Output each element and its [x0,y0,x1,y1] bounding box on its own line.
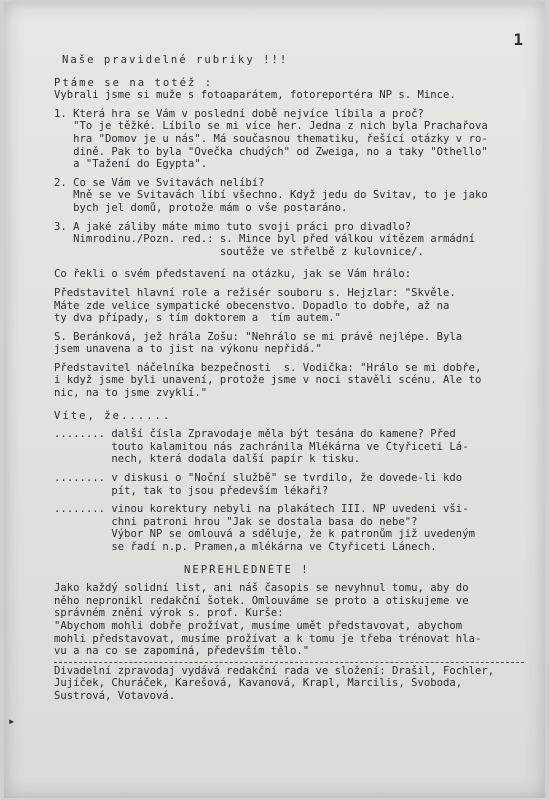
text-line: hra "Domov je u nás". Má současnou thematiku, řešící otázky v ro- [54,132,488,145]
question-1 [54,108,524,171]
text-line: Jako každý solidní list, ani náš časopis se nevyhnul tomu, aby do [54,582,469,595]
text-line: Máte zde velice sympatické obecenstvo. Dopadlo to dobře, až na [54,299,450,312]
page-number-mark: 1 [513,30,523,49]
text-line: a "Tažení do Egypta". [54,158,208,171]
text-line: něho nepronikl redakční šotek. Omlouváme se proto a otiskujeme ve [54,594,469,607]
text-line: dině. Pak to byla "Ovečka chudých" od Zweiga, no a taky "Othello" [54,145,488,158]
text-line: ........ v diskusi o "Noční službě" se tvrdilo, že dovede-li kdo [54,472,463,485]
text-line: ........ vinou korektury nebyli na plakátech III. NP uvedeni vši- [54,503,469,516]
text-line: správném znění výrok s. prof. Kurše: [54,607,284,620]
text-line: S. Beránková, jež hrála Zošu: "Nehrálo se mi právě nejlépe. Byla [54,330,463,343]
text-line: 1. Která hra se Vám v poslední době nejvíce líbila a proč? [54,107,424,120]
text-line: touto kalamitou nás zachránila Mlékárna ve Čtyřiceti Lá- [54,440,469,453]
text-line: 3. A jaké záliby máte mimo tuto svoji práci pro divadlo? [54,220,412,233]
question-3 [54,221,524,259]
text-line: jsem unavena a to jist na výkonu nepřidá." [54,343,322,356]
text-line: Mně se ve Svitavách líbí všechno. Když jedu do Svitav, to je jako [54,189,488,202]
edge-mark: ▸ [8,714,16,728]
section-heading-did-you-know: Víte, že...... [54,409,172,422]
text-line: mohli představovat, musíme prožívat a k tomu je třeba trénovat hla- [54,632,482,645]
text-line: se řadí n.p. Pramen,a mlékárna ve Čtyřiceti Lánech. [54,541,437,553]
text-line: Divadelní zpravodaj vydává redakční rada ve složení: Drašil, Fochler, [54,664,495,677]
footer-credits [54,665,524,703]
text-line: "To je těžké. Líbilo se mi více her. Jedna z nich byla Prachařova [54,120,488,133]
correction-paragraph [54,582,524,658]
text-line: 2. Co se Vám ve Svitavách nelíbí? [54,176,265,189]
did-you-know-item-3 [54,503,524,553]
did-you-know-item-2 [54,472,524,497]
text-line: Nimrodinu./Pozn. red.: s. Mince byl před válkou vítězem armádní [54,233,475,246]
did-you-know-item-1 [54,428,524,466]
section-heading-how-it-played: Co řekli o svém představení na otázku, jak se Vám hrálo: [54,268,412,281]
divider [54,662,524,663]
text-line: pít, tak to jsou především lékaři? [54,484,329,497]
text-line: Výbor NP se omlouvá a sděluje, že k patronům již uvedeným [54,528,475,541]
document-page [4,2,545,798]
section-heading-same-question: Ptáme se na totéž : [54,76,214,89]
text-line: chni patroni hrou "Jak se dostala basa do nebe"? [54,515,418,528]
text-line: vu a na co se zapomíná, především tělo." [54,645,310,658]
text-line: ty dva případy, s tím doktorem a tím autem." [54,312,342,325]
question-2 [54,177,524,215]
text-line: Představitel náčelníka bezpečnosti s. Vodička: "Hrálo se mi dobře, [54,361,482,374]
section-heading-dont-overlook: NEPŘEHLÉDNĚTE ! [184,563,310,576]
document-content [54,54,524,703]
text-line: Šustrová, Votavová. [54,689,176,702]
text-line: Představitel hlavní role a režisér souboru s. Hejzlar: "Skvěle. [54,286,456,299]
text-line: soutěže ve střelbě z kulovnice/. [54,245,424,258]
text-line: nic, na to jsme zvyklí." [54,387,208,400]
section-intro: Vybrali jsme si muže s fotoaparátem, fotoreportéra NP s. Mince. [54,89,456,102]
text-line: Jujíček, Churáček, Karešová, Kavanová, Krapl, Marcilis, Svoboda, [54,677,463,690]
paragraph-hejzlar [54,287,524,325]
document-title: Naše pravidelné rubriky !!! [62,54,289,66]
paragraph-berankova [54,331,524,356]
text-line: bych jel domů, protože mám o vše postaráno. [54,201,348,214]
paragraph-vodicka [54,362,524,400]
text-line: nech, která dodala další papír k tisku. [54,453,361,466]
text-line: "Abychom mohli dobře prožívat, musíme umět představovat, abychom [54,619,463,632]
text-line: ........ další čísla Zpravodaje měla být tesána do kamene? Před [54,428,456,441]
text-line: i když jsme byli unavení, protože jsme v noci stavěli scénu. Ale to [54,374,482,387]
